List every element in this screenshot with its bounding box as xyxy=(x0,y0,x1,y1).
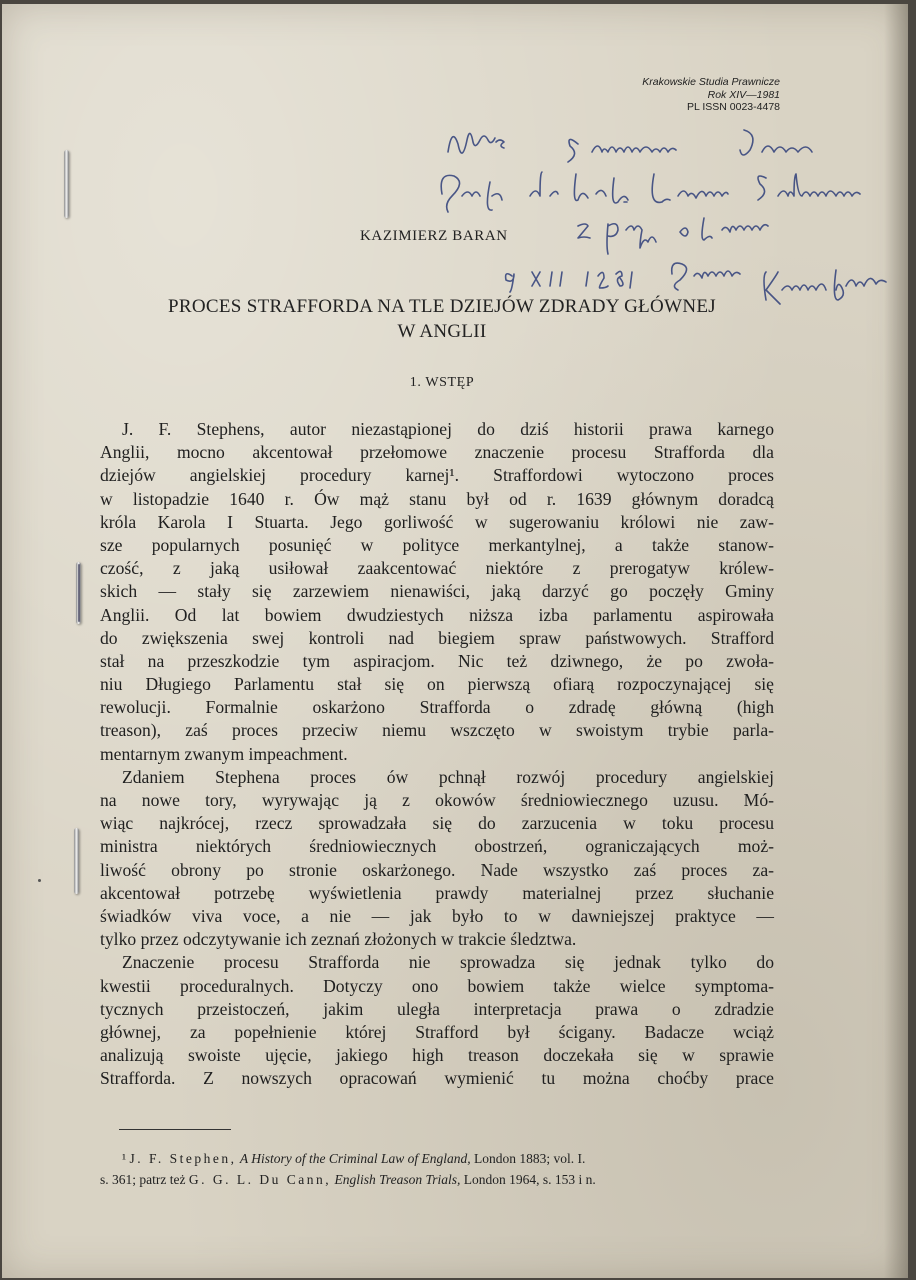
body-line: dziejów angielskiej procedury karnej¹. Straffordowi wytoczono proces xyxy=(100,465,774,486)
footnote xyxy=(100,1148,776,1190)
footnote-rule xyxy=(119,1129,231,1130)
staple-bottom xyxy=(74,828,79,894)
body-line: Anglii. Od lat bowiem dwudziestych niższa izba parlamentu aspirowała xyxy=(100,604,774,625)
body-line: Zdaniem Stephena proces ów pchnął rozwój procedury angielskiej xyxy=(122,766,774,787)
staple-top xyxy=(64,150,69,218)
body-line: w listopadzie 1640 r. Ów mąż stanu był od r. 1639 głównym doradcą xyxy=(100,488,774,509)
footnote-rest-2: London 1964, s. 153 i n. xyxy=(463,1172,596,1187)
body-line: ministra niektórych średniowiecznych obostrzeń, ograniczających moż- xyxy=(100,836,774,857)
body-text xyxy=(100,418,774,1090)
body-line: rewolucji. Formalnie oskarżono Strafforda o zdradę główną (high xyxy=(100,697,774,718)
footnote-work-1: A History of the Criminal Law of England, xyxy=(239,1151,471,1166)
journal-issn: PL ISSN 0023-4478 xyxy=(686,101,780,113)
body-line: do zwiększenia swej kontroli nad biegiem spraw państwowych. Strafford xyxy=(100,627,774,648)
footnote-author-2: G. G. L. Du Cann, xyxy=(188,1172,332,1187)
footnote-line-2 xyxy=(100,1169,776,1190)
footnote-author-1: J. F. Stephen, xyxy=(129,1151,237,1166)
footnote-prefix-2: s. 361; patrz też xyxy=(100,1172,186,1187)
body-line: liwość obrony po stronie oskarżonego. Nade wszystko zaś proces za- xyxy=(100,859,774,880)
body-line: mentarnym zwanym impeachment. xyxy=(100,743,348,764)
author-name: KAZIMIERZ BARAN xyxy=(360,228,508,244)
journal-name: Krakowskie Studia Prawnicze xyxy=(642,76,780,88)
body-line: J. F. Stephens, autor niezastąpionej do dziś historii prawa karnego xyxy=(122,419,774,439)
journal-year: Rok XIV—1981 xyxy=(707,88,780,101)
body-line: tycznych przeistoczeń, jakim uległa interpretacja prawa o zdradzie xyxy=(100,998,774,1019)
body-line: króla Karola I Stuarta. Jego gorliwość w sugerowaniu królowi nie zaw- xyxy=(100,511,774,532)
footnote-line-1 xyxy=(100,1148,776,1169)
body-line: głównej, za popełnienie której Strafford był ścigany. Badacze wciąż xyxy=(100,1021,774,1042)
body-line: wiąc najkrócej, rzecz sprowadzała się do zarzucenia w toku procesu xyxy=(100,813,774,834)
journal-header xyxy=(520,76,780,114)
title-line-2: W ANGLII xyxy=(397,321,487,342)
body-line: świadków viva voce, a nie — jak było to w dawniejszej praktyce — xyxy=(100,905,774,926)
body-line: akcentował potrzebę wyświetlenia prawdy materialnej przez słuchanie xyxy=(100,882,774,903)
pencil-mark xyxy=(78,564,80,622)
body-line: Strafforda. Z nowszych opracowań wymienić tu można choćby prace xyxy=(100,1068,774,1089)
body-line: treason), zaś proces przeciw niemu wszczęto w swoistym trybie parla- xyxy=(100,720,774,741)
body-line: skich — stały się zarzewiem nienawiści, jaką darzyć go poczęły Gminy xyxy=(100,581,774,602)
body-line: kwestii proceduralnych. Dotyczy ono bowiem także wielce symptoma- xyxy=(100,975,774,996)
footnote-work-2: English Treason Trials, xyxy=(334,1172,461,1187)
body-line: Anglii, mocno akcentował przełomowe znaczenie procesu Strafforda dla xyxy=(100,442,774,463)
body-line: stał na przeszkodzie tym aspiracjom. Nic też dziwnego, że po zwoła- xyxy=(100,650,774,671)
body-line: na nowe tory, wyrywając ją z okowów średniowiecznego uzusu. Mó- xyxy=(100,790,774,810)
document-page xyxy=(2,4,908,1278)
title-line-1: PROCES STRAFFORDA NA TLE DZIEJÓW ZDRADY GŁÓWNEJ xyxy=(168,296,716,317)
body-line: sze popularnych posunięć w polityce merkantylnej, a także stanow- xyxy=(100,534,774,555)
body-line: Znaczenie procesu Strafforda nie sprowadza się jednak tylko do xyxy=(122,952,774,973)
body-line: tylko przez odczytywanie ich zeznań złożonych w trakcie śledztwa. xyxy=(100,929,577,950)
article-title xyxy=(102,294,782,344)
body-line: analizują swoiste ujęcie, jakiego high treason doczekała się w sprawie xyxy=(100,1045,774,1066)
section-heading: 1. WSTĘP xyxy=(409,375,475,390)
body-line: niu Długiego Parlamentu stał się on pierwszą ofiarą rozpoczynającej się xyxy=(100,674,774,695)
footnote-rest-1: London 1883; vol. I. xyxy=(474,1151,586,1166)
body-line: czość, z jaką usiłował zaakcentować niektóre z prerogatyw królew- xyxy=(100,558,774,579)
footnote-marker: ¹ xyxy=(122,1151,127,1166)
pencil-dot xyxy=(38,879,41,882)
